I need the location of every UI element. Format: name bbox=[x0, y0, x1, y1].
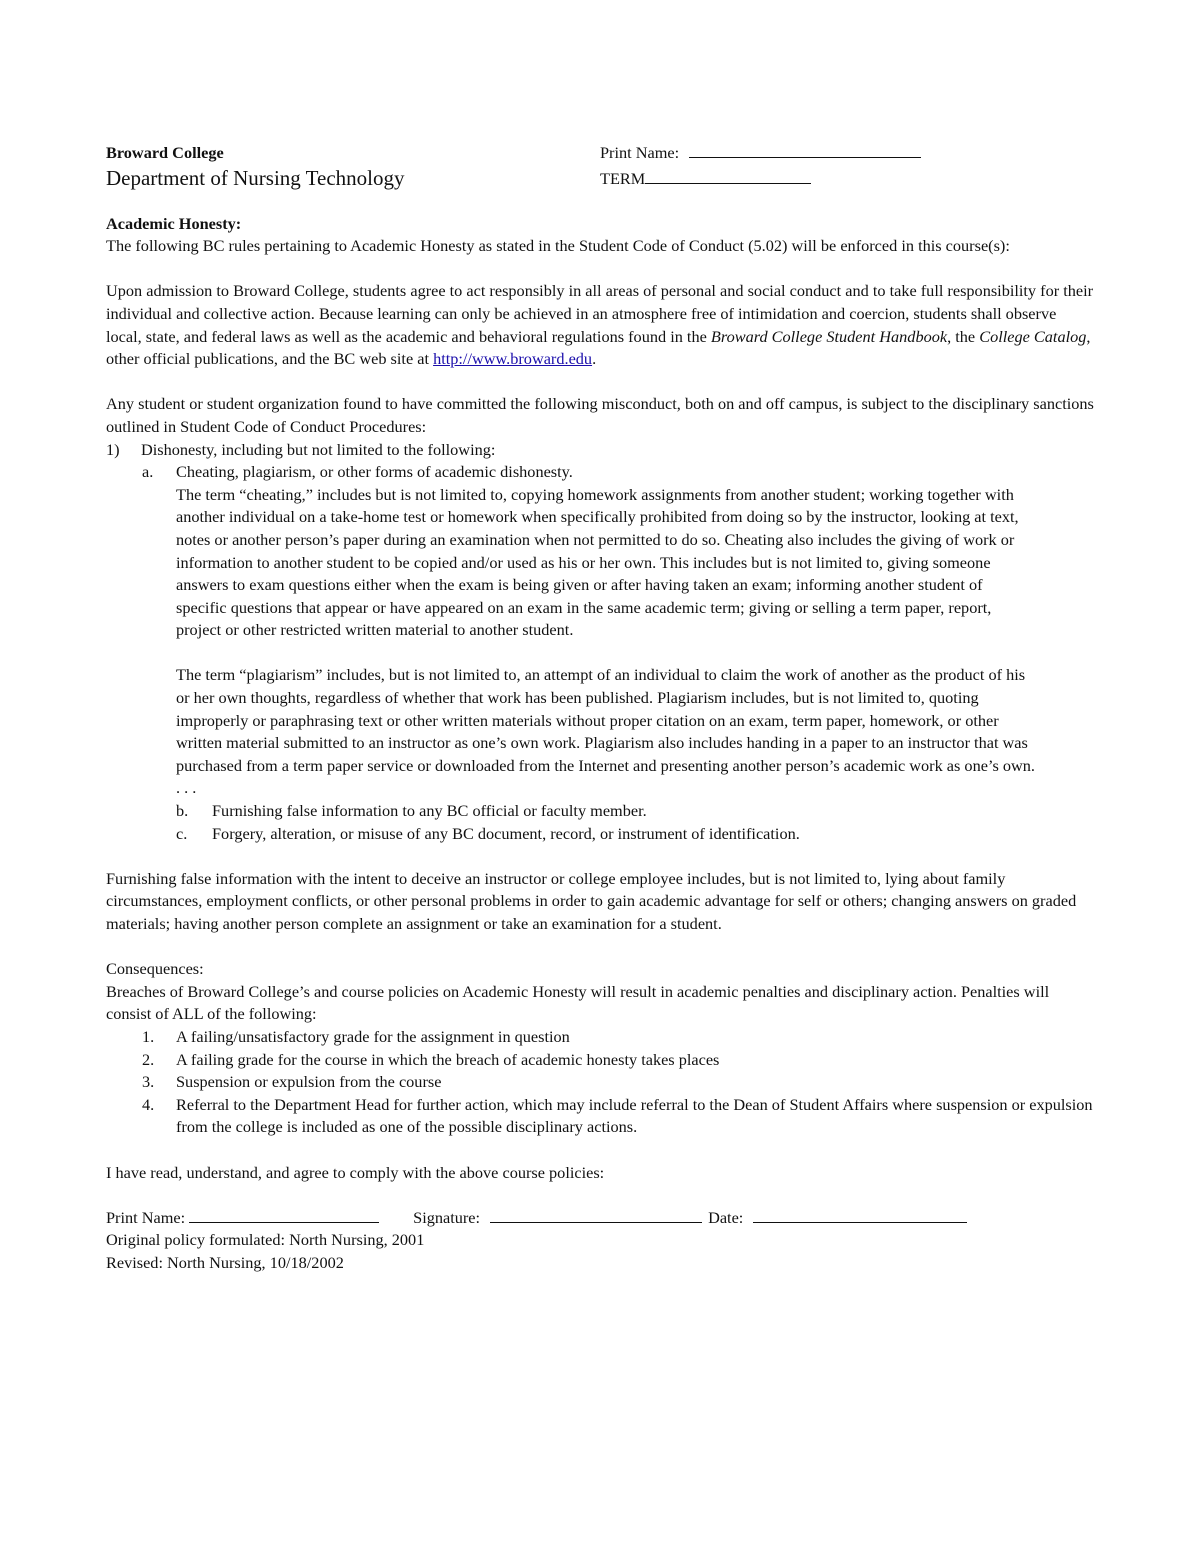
document-page bbox=[106, 142, 1096, 1275]
header-row-1 bbox=[106, 142, 1096, 165]
academic-honesty-intro: The following BC rules pertaining to Academic Honesty as stated in the Student Code of Conduct (5.02) will be enforced in this course(s): bbox=[106, 236, 1010, 256]
item-letter: b. bbox=[176, 801, 189, 821]
print-name-blank[interactable] bbox=[189, 1208, 379, 1223]
term-blank[interactable] bbox=[645, 169, 811, 184]
consequences-intro: Breaches of Broward College’s and course policies on Academic Honesty will result in academic penalties and disciplinary action. Penalties will consist of ALL of the following: bbox=[106, 981, 1050, 1024]
item-number: 4. bbox=[142, 1094, 155, 1114]
print-name-label: Print Name: bbox=[600, 143, 680, 162]
consequences-title: Consequences: bbox=[106, 959, 204, 979]
item-number: 3. bbox=[142, 1072, 155, 1092]
admission-text-b: , the bbox=[947, 326, 980, 346]
item-text: Referral to the Department Head for further action, which may include referral to the Dean of Student Affairs where suspension or expulsion from the college is included as one of the possible disciplinary actions. bbox=[176, 1094, 1093, 1137]
misconduct-list bbox=[106, 439, 1096, 462]
term-header bbox=[600, 168, 811, 191]
catalog-title: College Catalog bbox=[979, 326, 1087, 346]
admission-text-d: . bbox=[592, 349, 597, 369]
handbook-title: Broward College Student Handbook bbox=[710, 326, 948, 346]
list-item bbox=[106, 439, 1096, 462]
date-label: Date: bbox=[708, 1207, 744, 1227]
signature-line bbox=[106, 1207, 1096, 1230]
signature-blank[interactable] bbox=[490, 1208, 702, 1223]
item-text: A failing grade for the course in which the breach of academic honesty takes places bbox=[176, 1049, 720, 1069]
misconduct-paragraph: Any student or student organization found to have committed the following misconduct, both on and off campus, is subject to the disciplinary sanctions outlined in Student Code of Conduct Procedures: bbox=[106, 394, 1094, 436]
original-policy-note: Original policy formulated: North Nursing, 2001 bbox=[106, 1230, 425, 1250]
item-number: 1. bbox=[142, 1026, 155, 1046]
item-letter: c. bbox=[176, 823, 188, 843]
item-text: Dishonesty, including but not limited to the following: bbox=[141, 439, 496, 459]
department-name: Department of Nursing Technology bbox=[106, 165, 405, 190]
item-number: 2. bbox=[142, 1049, 155, 1069]
admission-paragraph bbox=[106, 280, 1096, 370]
term-label: TERM bbox=[600, 168, 646, 188]
header-row-2 bbox=[106, 165, 1096, 193]
item-number: 1) bbox=[106, 439, 120, 459]
broward-website-link[interactable]: http://www.broward.edu bbox=[433, 349, 593, 369]
cheating-definition: The term “cheating,” includes but is not limited to, copying homework assignments from another student; working together with another individual on a take-home test or homework when specifically prohibited from doing so by the instructor, looking at text, notes or another person’s paper during an examination when not permitted to do so. Cheating also includes the giving of work or information to another student to be copied and/or used as his or her own. This includes but is not limited to, giving someone answers to exam questions either when the exam is being given or after having taken an exam; informing another student of specific questions that appear or have appeared on an exam in the same academic term; giving or selling a term paper, report, project or other restricted written material to another student. bbox=[176, 484, 1019, 640]
list-item bbox=[106, 823, 1096, 846]
item-text: Furnishing false information to any BC official or faculty member. bbox=[212, 801, 647, 821]
plagiarism-definition: The term “plagiarism” includes, but is not limited to, an attempt of an individual to claim the work of another as the product of his or her own thoughts, regardless of whether that work has been published. Plagiarism includes, but is not limited to, quoting improperly or paraphrasing text or other written materials without proper citation on an exam, term paper, homework, or other written material submitted to an instructor as one’s own work. Plagiarism also includes handing in a paper to an instructor that was purchased from a term paper service or downloaded from the Internet and presenting another person’s academic work as one’s own. . . . bbox=[176, 665, 1035, 798]
list-item bbox=[106, 461, 1096, 484]
academic-honesty-title: Academic Honesty: bbox=[106, 213, 242, 233]
agreement-statement: I have read, understand, and agree to comply with the above course policies: bbox=[106, 1162, 605, 1182]
revised-note: Revised: North Nursing, 10/18/2002 bbox=[106, 1252, 344, 1272]
item-text: Suspension or expulsion from the course bbox=[176, 1072, 442, 1092]
false-information-paragraph: Furnishing false information with the intent to deceive an instructor or college employee includes, but is not limited to, lying about family circumstances, employment conflicts, or other personal problems in order to gain academic advantage for self or others; changing answers on graded materials; having another person complete an assignment or take an examination for a student. bbox=[106, 868, 1077, 933]
item-text: A failing/unsatisfactory grade for the assignment in question bbox=[176, 1026, 570, 1046]
item-text: Forgery, alteration, or misuse of any BC document, record, or instrument of identification. bbox=[212, 823, 800, 843]
date-blank[interactable] bbox=[753, 1208, 967, 1223]
list-item bbox=[106, 1094, 1096, 1139]
item-letter: a. bbox=[142, 462, 154, 482]
print-name-header bbox=[600, 142, 921, 165]
print-name-blank[interactable] bbox=[689, 143, 921, 158]
consequences-list bbox=[106, 1026, 1096, 1139]
print-name-label: Print Name: bbox=[106, 1207, 186, 1227]
list-item bbox=[106, 1049, 1096, 1072]
admission-text-c: , other official publications, and the BC web site at bbox=[106, 326, 1091, 369]
college-name: Broward College bbox=[106, 143, 224, 162]
signature-label: Signature: bbox=[413, 1207, 481, 1227]
list-item bbox=[106, 1071, 1096, 1094]
list-item bbox=[106, 1026, 1096, 1049]
item-text: Cheating, plagiarism, or other forms of academic dishonesty. bbox=[176, 462, 573, 482]
admission-text-a: Upon admission to Broward College, students agree to act responsibly in all areas of personal and social conduct and to take full responsibility for their individual and collective action. Because learning can only be achieved in an atmosphere free of intimidation and coercion, students shall observe local, state, and federal laws as well as the academic and behavioral regulations found in the bbox=[106, 281, 1094, 346]
list-item bbox=[106, 800, 1096, 823]
